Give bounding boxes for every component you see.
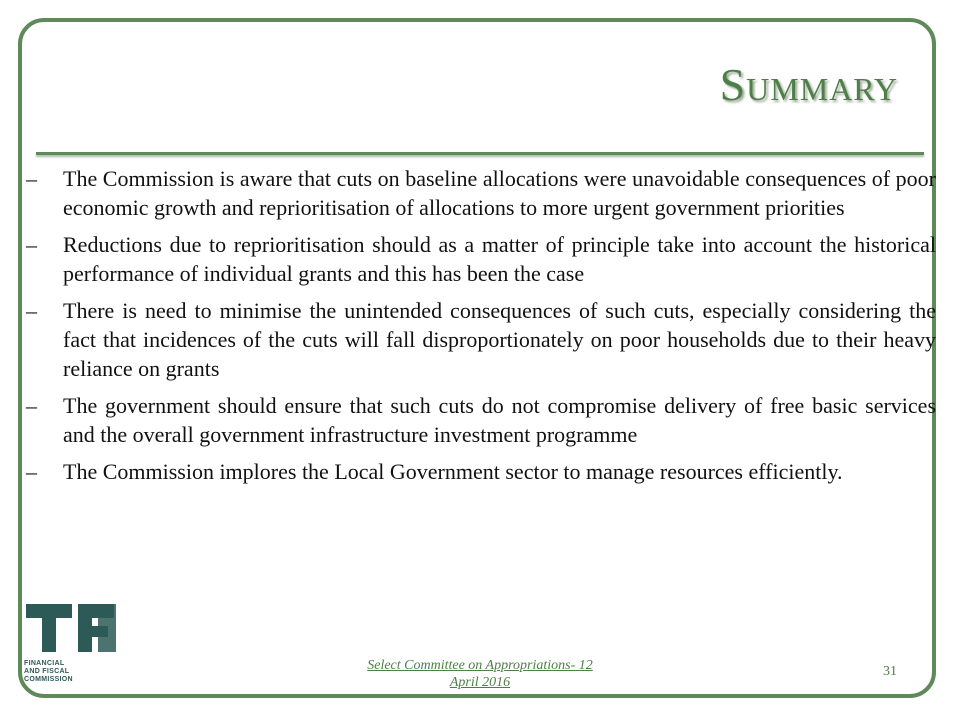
title-divider bbox=[36, 152, 924, 155]
bullet-dash: – bbox=[26, 459, 37, 484]
logo-line: FINANCIAL bbox=[24, 660, 65, 667]
footer-line: Select Committee on Appropriations- 12 bbox=[367, 658, 593, 673]
bullet-list bbox=[26, 164, 936, 494]
bullet-dash: – bbox=[26, 298, 37, 323]
page-number: 31 bbox=[883, 664, 897, 679]
bullet-dash: – bbox=[26, 393, 37, 418]
bullet-item bbox=[26, 457, 936, 486]
logo-line: COMMISSION bbox=[24, 676, 73, 683]
bullet-text: The Commission implores the Local Government sector to manage resources efficiently. bbox=[63, 459, 843, 484]
bullet-dash: – bbox=[26, 232, 37, 257]
bullet-text: The government should ensure that such cuts do not compromise delivery of free basic services and the overall government infrastructure investment programme bbox=[63, 393, 936, 447]
slide-title: Summary bbox=[719, 59, 898, 110]
bullet-item bbox=[26, 164, 936, 222]
footer-line: April 2016 bbox=[449, 675, 511, 690]
logo-text bbox=[24, 660, 73, 684]
bullet-text: The Commission is aware that cuts on baseline allocations were unavoidable consequences of poor economic growth and reprioritisation of allocations to more urgent government priorities bbox=[63, 166, 936, 220]
bullet-item bbox=[26, 391, 936, 449]
bullet-text: There is need to minimise the unintended consequences of such cuts, especially considering the fact that incidences of the cuts will fall disproportionately on poor households due to their heavy reliance on grants bbox=[63, 298, 936, 381]
logo-line: AND FISCAL bbox=[24, 668, 70, 675]
bullet-item bbox=[26, 296, 936, 383]
bullet-text: Reductions due to reprioritisation should as a matter of principle take into account the historical performance of individual grants and this has been the case bbox=[63, 232, 936, 286]
bullet-item bbox=[26, 230, 936, 288]
footer bbox=[330, 657, 630, 691]
bullet-dash: – bbox=[26, 166, 37, 191]
